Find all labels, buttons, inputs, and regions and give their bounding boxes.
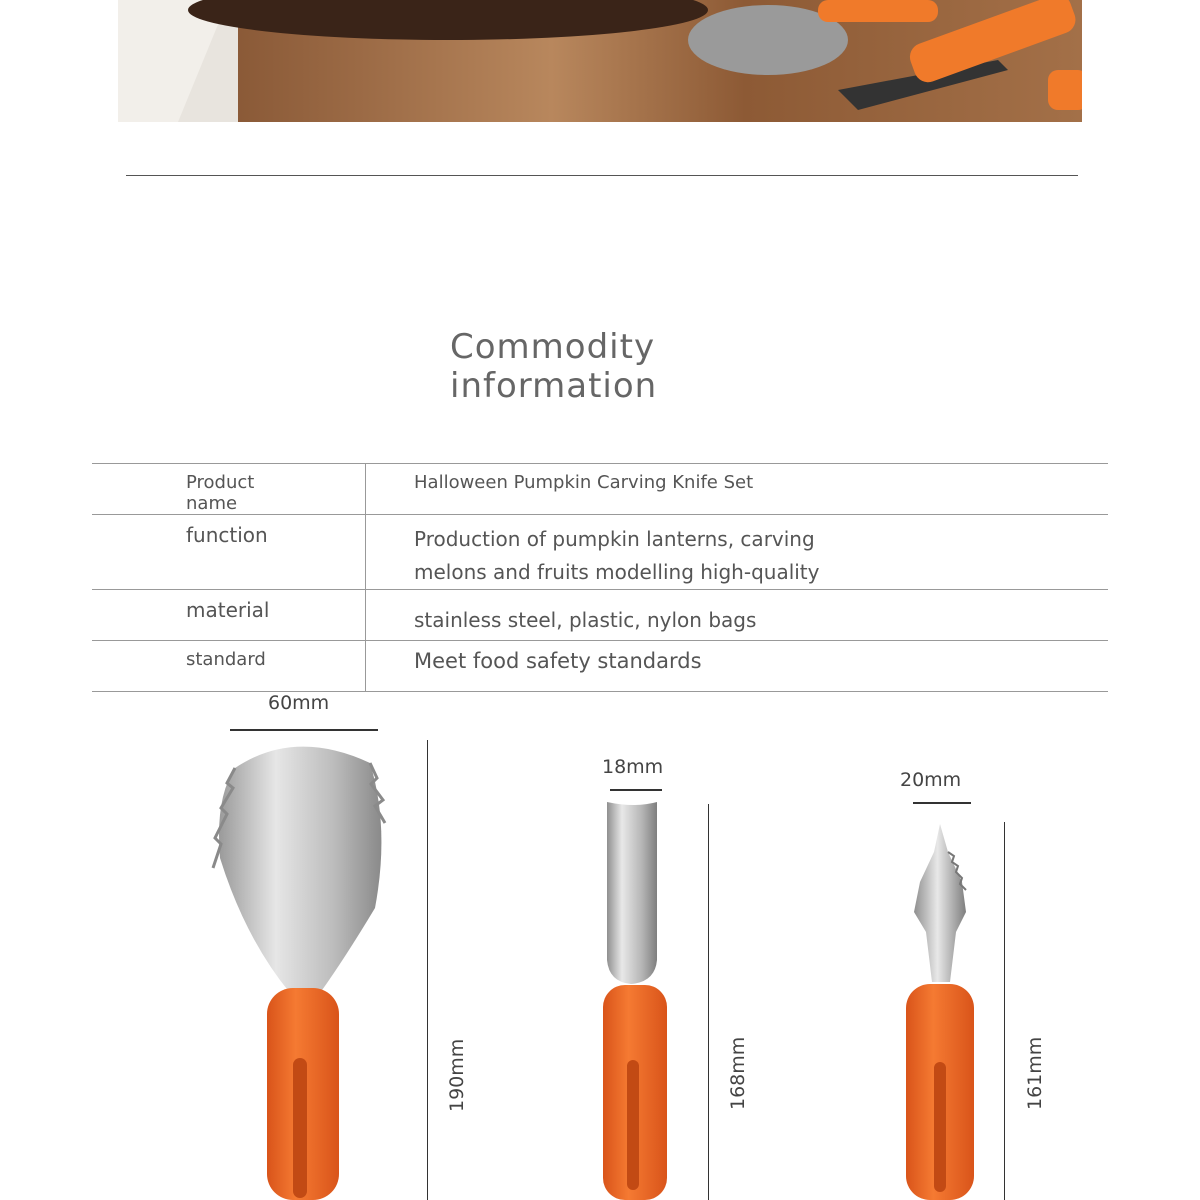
spec-key: standard	[186, 649, 266, 670]
hero-photo	[118, 0, 1082, 122]
hero-illustration	[118, 0, 1082, 122]
gouge-length-line	[708, 804, 709, 1200]
table-row	[92, 590, 1108, 641]
saw-width-line	[913, 802, 971, 804]
spec-value: Meet food safety standards	[414, 649, 702, 673]
gouge-width-line	[610, 789, 662, 791]
scoop-length-label: 190mm	[446, 1038, 468, 1112]
page-title: Commodity information	[450, 327, 658, 406]
saw-length-label: 161mm	[1024, 1036, 1046, 1110]
table-row	[92, 515, 1108, 590]
saw-length-line	[1004, 822, 1005, 1200]
table-row	[92, 464, 1108, 515]
scoop-tool-image	[205, 738, 400, 1200]
spec-value: Halloween Pumpkin Carving Knife Set	[414, 472, 754, 493]
spec-key: function	[186, 523, 268, 547]
saw-tool-image	[900, 822, 980, 1200]
scoop-length-line	[427, 740, 428, 1200]
spec-value: Production of pumpkin lanterns, carving melons and fruits modelling high-quality	[414, 527, 820, 584]
section-divider	[126, 175, 1078, 176]
spec-value: stainless steel, plastic, nylon bags	[414, 608, 757, 632]
spec-key: material	[186, 598, 270, 622]
saw-width-label: 20mm	[900, 769, 962, 791]
scoop-width-line	[230, 729, 378, 731]
gouge-width-label: 18mm	[602, 756, 664, 778]
spec-key: Product name	[186, 472, 255, 514]
gouge-tool-image	[595, 800, 675, 1200]
table-row	[92, 641, 1108, 692]
spec-table	[92, 463, 1108, 692]
gouge-length-label: 168mm	[727, 1036, 749, 1110]
scoop-width-label: 60mm	[268, 692, 330, 714]
